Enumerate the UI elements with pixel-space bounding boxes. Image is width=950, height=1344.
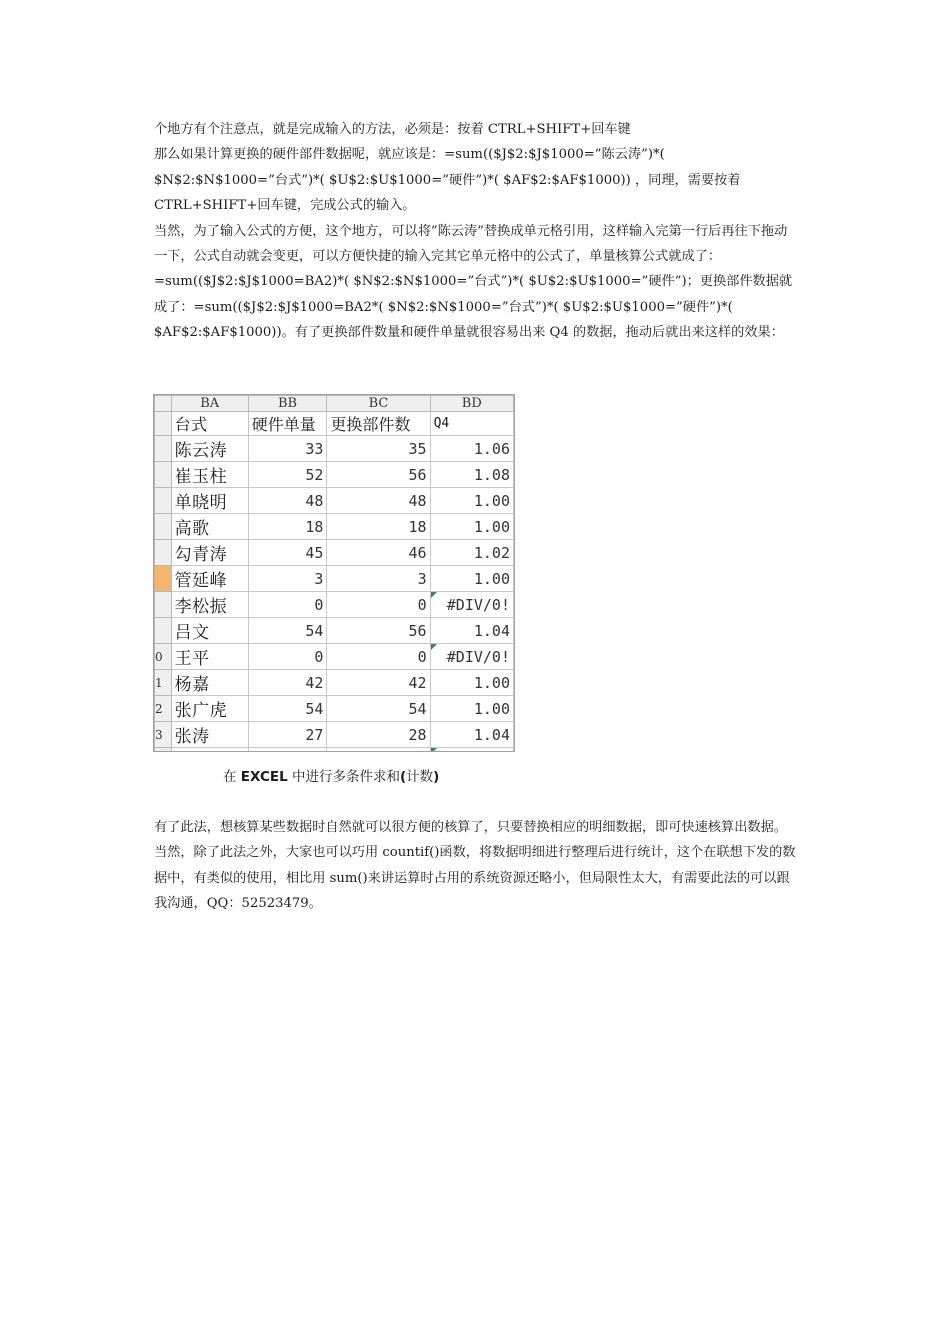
error-indicator-icon	[431, 592, 437, 598]
hardware-count-cell: 0	[248, 592, 327, 618]
paragraph: 有了此法，想核算某些数据时自然就可以很方便的核算了，只要替换相应的明细数据，即可快速核算出数据。	[154, 820, 787, 835]
column-header: BD	[430, 396, 513, 412]
row-number	[155, 540, 172, 566]
replaced-parts-cell: 28	[327, 722, 430, 748]
replaced-parts-cell: 0	[327, 592, 430, 618]
body-text-bottom	[154, 815, 800, 917]
table-row	[155, 514, 514, 540]
q4-cell: 1.00	[430, 488, 513, 514]
column-header: BC	[327, 396, 430, 412]
row-number	[155, 412, 172, 436]
table-header-row	[155, 412, 514, 436]
table-row	[155, 462, 514, 488]
replaced-parts-cell: 56	[327, 462, 430, 488]
q4-cell: 1.04	[430, 618, 513, 644]
q4-cell	[430, 748, 513, 753]
paragraph: 个地方有个注意点，就是完成输入的方法，必须是：按着 CTRL+SHIFT+回车键	[154, 122, 631, 137]
caption-bold: (	[399, 769, 407, 785]
row-number	[155, 748, 172, 753]
name-cell: 张广虎	[171, 696, 248, 722]
q4-cell: 1.00	[430, 566, 513, 592]
table-row	[155, 540, 514, 566]
name-cell: 吕文	[171, 618, 248, 644]
body-text-top	[154, 117, 800, 346]
caption-bold: )	[433, 769, 440, 785]
paragraph: 当然，除了此法之外，大家也可以巧用 countif()函数，将数据明细进行整理后进行统计，这个在联想下发的数据中，有类似的使用，相比用 sum()来讲运算时占用的系统资源还略小，但局限性太大，有需要此法的可以跟我沟通，QQ：52523479。	[154, 845, 796, 912]
row-number: 0	[155, 644, 172, 670]
q4-cell: 1.08	[430, 462, 513, 488]
hardware-count-cell: 54	[248, 618, 327, 644]
replaced-parts-cell: 48	[327, 488, 430, 514]
corner-cell	[155, 396, 172, 412]
table-row	[155, 566, 514, 592]
hardware-count-cell: 48	[248, 488, 327, 514]
table-row	[155, 436, 514, 462]
row-number	[155, 488, 172, 514]
q4-cell: #DIV/0!	[430, 592, 513, 618]
header-cell: Q4	[430, 412, 513, 436]
name-cell: 张涛	[171, 722, 248, 748]
name-cell: 李松振	[171, 592, 248, 618]
q4-cell: 1.04	[430, 722, 513, 748]
column-header: BA	[171, 396, 248, 412]
q4-cell: 1.00	[430, 514, 513, 540]
q4-cell: 1.06	[430, 436, 513, 462]
name-cell: 勾青涛	[171, 540, 248, 566]
row-number: 3	[155, 722, 172, 748]
name-cell	[171, 748, 248, 753]
hardware-count-cell: 27	[248, 722, 327, 748]
hardware-count-cell: 52	[248, 462, 327, 488]
name-cell: 陈云涛	[171, 436, 248, 462]
caption-middle: 中进行多条件求和	[287, 769, 400, 785]
table-row	[155, 670, 514, 696]
name-cell: 单晓明	[171, 488, 248, 514]
row-number	[155, 566, 172, 592]
replaced-parts-cell: 46	[327, 540, 430, 566]
replaced-parts-cell	[327, 748, 430, 753]
replaced-parts-cell: 3	[327, 566, 430, 592]
hardware-count-cell: 3	[248, 566, 327, 592]
replaced-parts-cell: 18	[327, 514, 430, 540]
q4-cell: #DIV/0!	[430, 644, 513, 670]
row-number: 1	[155, 670, 172, 696]
row-number	[155, 514, 172, 540]
row-number	[155, 618, 172, 644]
q4-cell: 1.00	[430, 670, 513, 696]
table-row	[155, 722, 514, 748]
row-number: 2	[155, 696, 172, 722]
paragraph: 那么如果计算更换的硬件部件数据呢，就应该是：=sum(($J$2:$J$1000=”陈云涛”)*( $N$2:$N$1000=”台式”)*( $U$2:$U$1000=”硬件”)*( $AF$2:$AF$1000)) ，同理，需要按着 CTRL+SHIFT+回车键，完成公式的输入。	[154, 147, 741, 214]
table-row	[155, 592, 514, 618]
hardware-count-cell	[248, 748, 327, 753]
name-cell: 崔玉柱	[171, 462, 248, 488]
name-cell: 高歌	[171, 514, 248, 540]
name-cell: 王平	[171, 644, 248, 670]
header-cell: 更换部件数	[327, 412, 430, 436]
row-number	[155, 436, 172, 462]
column-header: BB	[248, 396, 327, 412]
replaced-parts-cell: 56	[327, 618, 430, 644]
replaced-parts-cell: 42	[327, 670, 430, 696]
error-indicator-icon	[431, 748, 437, 752]
name-cell: 管延峰	[171, 566, 248, 592]
paragraph: 当然，为了输入公式的方便，这个地方，可以将”陈云涛”替换成单元格引用，这样输入完第一行后再往下拖动一下，公式自动就会变更，可以方便快捷的输入完其它单元格中的公式了，单量核算公式就成了：=sum(($J$2:$J$1000=BA2)*( $N$2:$N$1000=”台式”)*( $U$2:$U$1000=”硬件”)；更换部件数据就成了：=sum(($J$2:$J$1000=BA2*( $N$2:$N$1000=”台式”)*( $U$2:$U$1000=”硬件”)*( $AF$2:$AF$1000))。有了更换部件数量和硬件单量就很容易出来 Q4 的数据，拖动后就出来这样的效果：	[154, 223, 793, 341]
hardware-count-cell: 54	[248, 696, 327, 722]
name-cell: 杨嘉	[171, 670, 248, 696]
hardware-count-cell: 42	[248, 670, 327, 696]
table-row	[155, 644, 514, 670]
replaced-parts-cell: 35	[327, 436, 430, 462]
table-row	[155, 748, 514, 753]
hardware-count-cell: 45	[248, 540, 327, 566]
table-row	[155, 696, 514, 722]
replaced-parts-cell: 54	[327, 696, 430, 722]
caption-bold: EXCEL	[240, 769, 288, 785]
column-header-row	[155, 396, 514, 412]
spreadsheet-screenshot	[153, 394, 515, 752]
q4-cell: 1.02	[430, 540, 513, 566]
error-indicator-icon	[431, 644, 437, 650]
row-number	[155, 462, 172, 488]
replaced-parts-cell: 0	[327, 644, 430, 670]
table-row	[155, 618, 514, 644]
hardware-count-cell: 18	[248, 514, 327, 540]
hardware-count-cell: 33	[248, 436, 327, 462]
header-cell: 台式	[171, 412, 248, 436]
table-row	[155, 488, 514, 514]
caption-prefix: 在	[223, 769, 241, 785]
caption-inner: 计数	[406, 769, 434, 785]
q4-cell: 1.00	[430, 696, 513, 722]
header-cell: 硬件单量	[248, 412, 327, 436]
hardware-count-cell: 0	[248, 644, 327, 670]
figure-caption	[223, 765, 439, 789]
row-number	[155, 592, 172, 618]
